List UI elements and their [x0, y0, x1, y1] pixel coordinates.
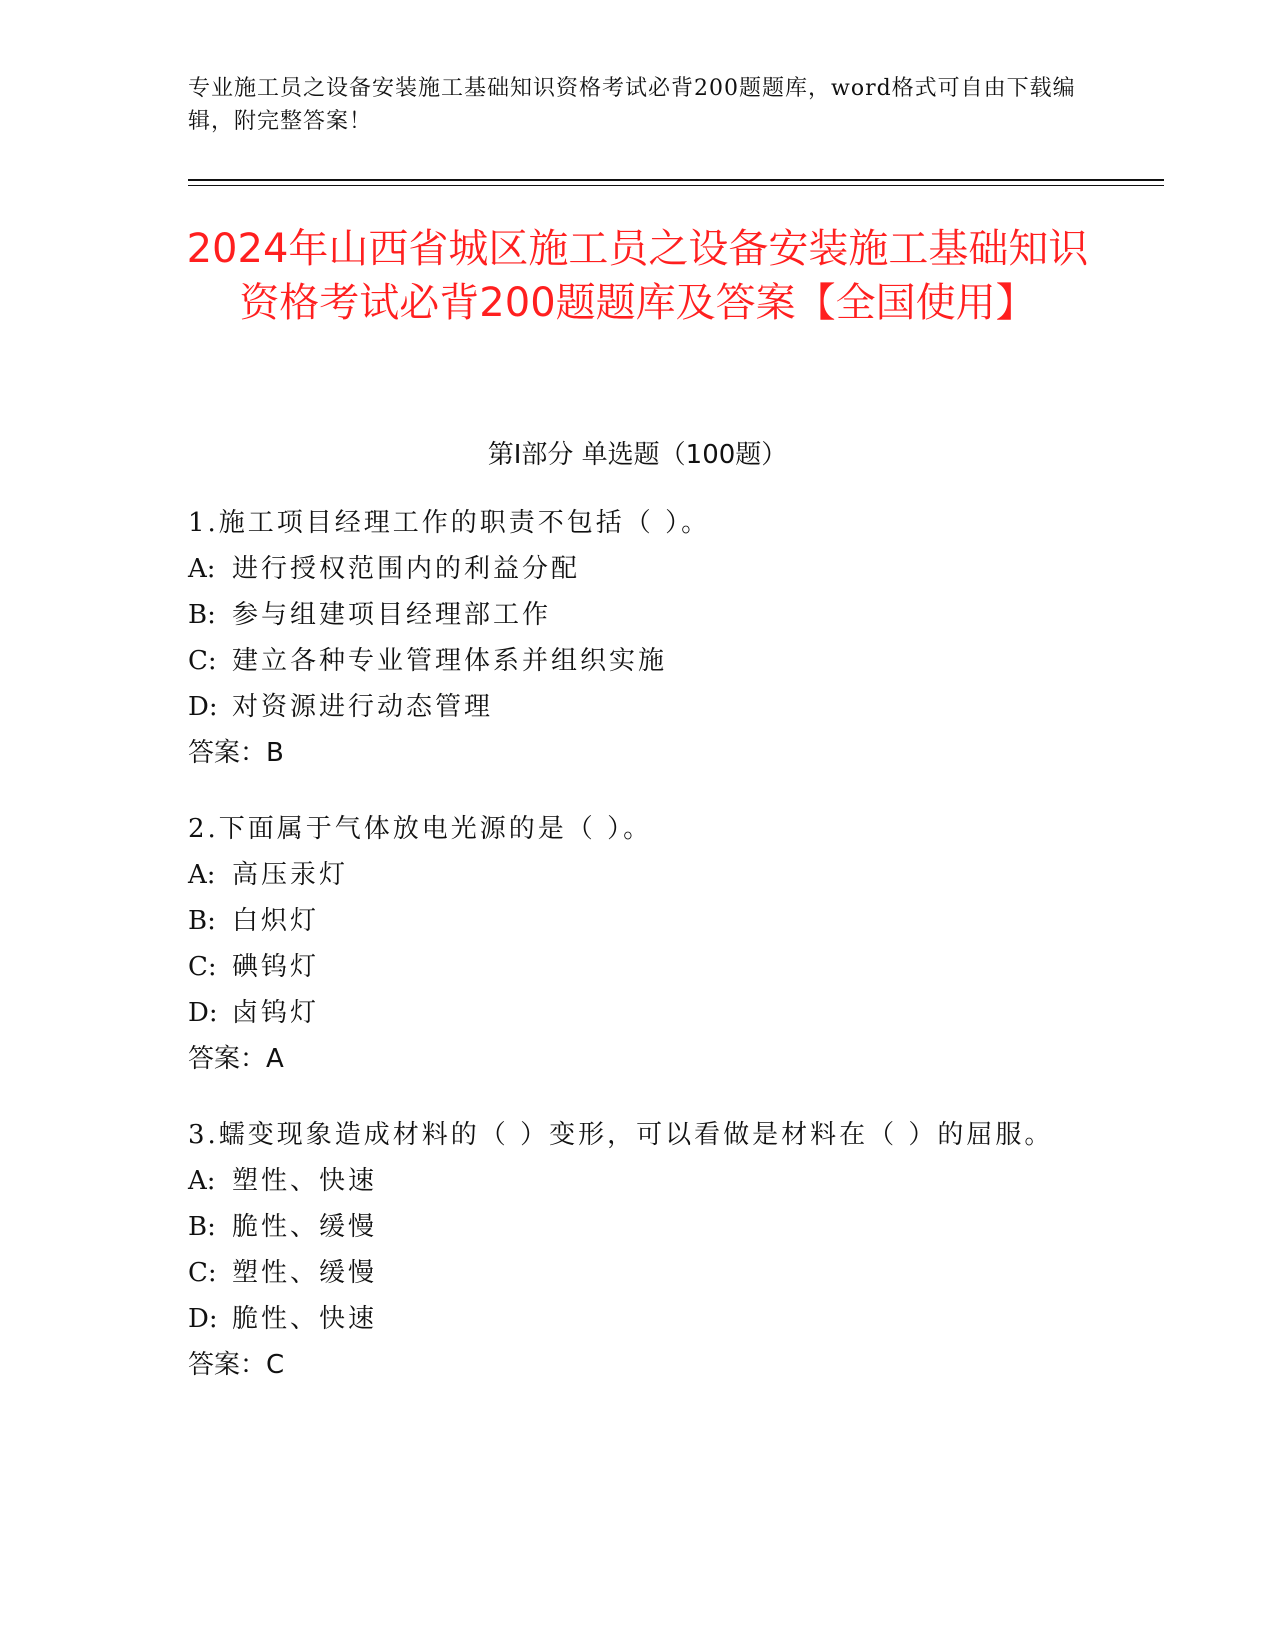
option-letter: B: — [188, 1212, 216, 1242]
answer-label: 答案： — [188, 1350, 267, 1380]
option-text: 塑性、缓慢 — [232, 1258, 378, 1288]
answer-line — [188, 1036, 1148, 1082]
option-a — [188, 1158, 1148, 1204]
header-rule-thick — [188, 179, 1164, 181]
option-text: 卤钨灯 — [232, 998, 320, 1028]
header-rule-thin — [188, 185, 1164, 186]
option-c — [188, 638, 1148, 684]
option-letter: D: — [188, 998, 218, 1028]
question-3 — [188, 1112, 1148, 1388]
question-2 — [188, 806, 1148, 1082]
question-stem: 3.蠕变现象造成材料的（ ）变形，可以看做是材料在（ ）的屈服。 — [188, 1120, 1054, 1150]
header-note: 专业施工员之设备安装施工基础知识资格考试必背200题题库，word格式可自由下载编辑，附完整答案！ — [188, 76, 1076, 134]
answer-line — [188, 1342, 1148, 1388]
option-text: 进行授权范围内的利益分配 — [232, 554, 581, 584]
option-letter: A: — [188, 554, 216, 584]
section-title: 第I部分 单选题（100题） — [487, 440, 788, 470]
answer-label: 答案： — [188, 738, 267, 768]
option-d — [188, 684, 1148, 730]
answer-value: C — [266, 1350, 285, 1380]
option-letter: D: — [188, 692, 218, 722]
option-c — [188, 944, 1148, 990]
option-c — [188, 1250, 1148, 1296]
option-d — [188, 1296, 1148, 1342]
answer-label: 答案： — [188, 1044, 267, 1074]
option-d — [188, 990, 1148, 1036]
option-letter: B: — [188, 600, 216, 630]
option-b — [188, 898, 1148, 944]
option-text: 高压汞灯 — [232, 860, 349, 890]
option-text: 脆性、缓慢 — [232, 1212, 378, 1242]
answer-value: A — [266, 1044, 284, 1074]
option-letter: C: — [188, 952, 217, 982]
option-text: 碘钨灯 — [232, 952, 320, 982]
option-letter: A: — [188, 860, 216, 890]
option-text: 塑性、快速 — [232, 1166, 378, 1196]
question-stem: 1.施工项目经理工作的职责不包括（ ）。 — [188, 508, 711, 538]
option-text: 参与组建项目经理部工作 — [232, 600, 552, 630]
option-text: 白炽灯 — [232, 906, 320, 936]
question-stem: 2.下面属于气体放电光源的是（ ）。 — [188, 814, 653, 844]
question-1 — [188, 500, 1148, 776]
answer-line — [188, 730, 1148, 776]
answer-value: B — [266, 738, 284, 768]
option-text: 脆性、快速 — [232, 1304, 378, 1334]
option-a — [188, 546, 1148, 592]
option-b — [188, 1204, 1148, 1250]
option-letter: C: — [188, 646, 217, 676]
option-letter: A: — [188, 1166, 216, 1196]
option-a — [188, 852, 1148, 898]
option-text: 建立各种专业管理体系并组织实施 — [232, 646, 668, 676]
option-text: 对资源进行动态管理 — [232, 692, 494, 722]
option-letter: B: — [188, 906, 216, 936]
option-b — [188, 592, 1148, 638]
document-title: 2024年山西省城区施工员之设备安装施工基础知识资格考试必背200题题库及答案【全国使用】 — [186, 226, 1089, 326]
option-letter: D: — [188, 1304, 218, 1334]
option-letter: C: — [188, 1258, 217, 1288]
